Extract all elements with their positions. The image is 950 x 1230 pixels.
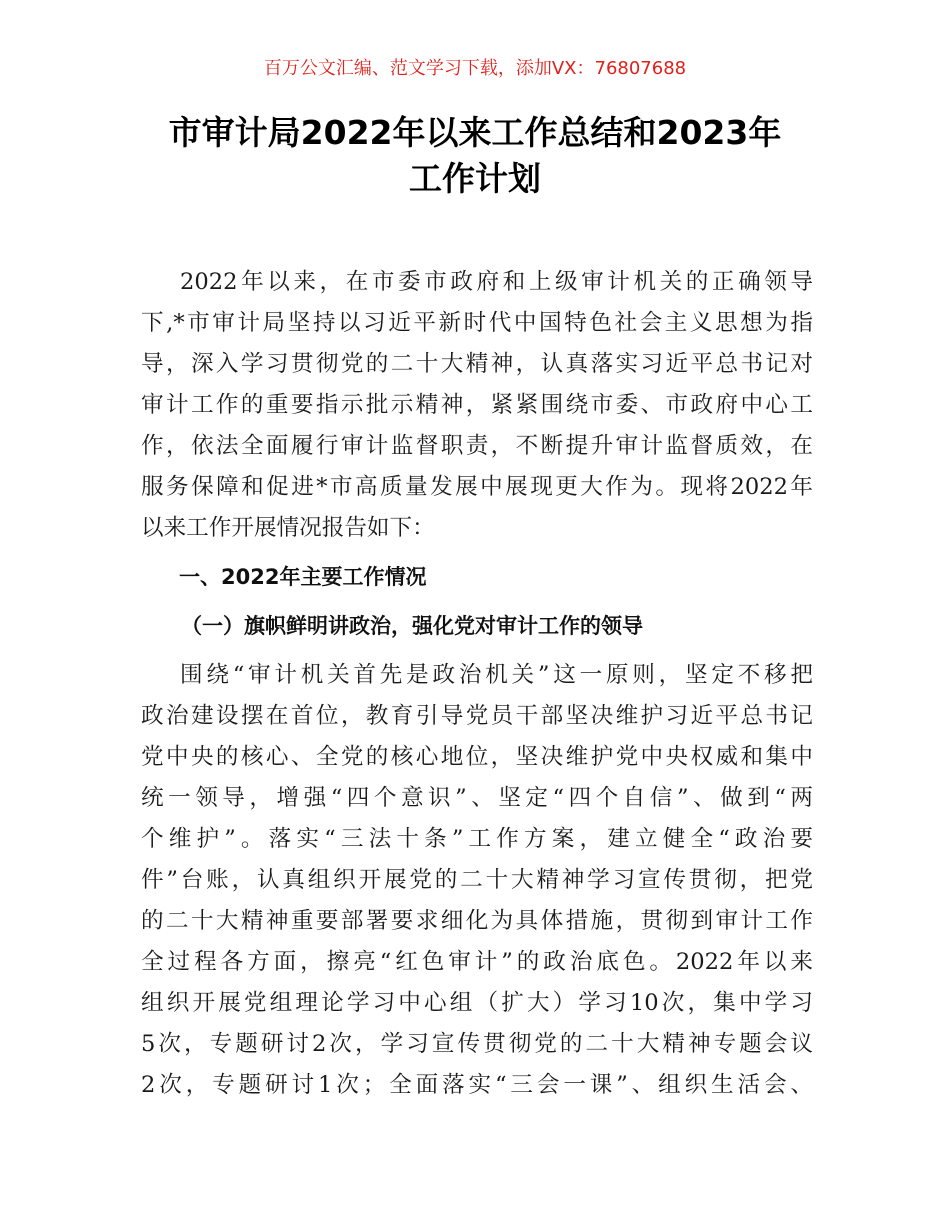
paragraph-line: 的二十大精神重要部署要求细化为具体措施，贯彻到审计工作 — [141, 908, 813, 934]
paragraph-line: 组织开展党组理论学习中心组（扩大）学习10次，集中学习 — [141, 990, 813, 1016]
paragraph-line: 政治建设摆在首位，教育引导党员干部坚决维护习近平总书记 — [141, 703, 813, 729]
paragraph-line: 围绕“审计机关首先是政治机关”这一原则，坚定不移把 — [180, 662, 813, 688]
paragraph-line: 统一领导，增强“四个意识”、坚定“四个自信”、做到“两 — [141, 785, 813, 811]
document-title-line-1: 市审计局2022年以来工作总结和2023年 — [168, 113, 782, 152]
paragraph-line: 服务保障和促进*市高质量发展中展现更大作为。现将2022年 — [141, 474, 813, 500]
subsection-heading: （一）旗帜鲜明讲政治，强化党对审计工作的领导 — [181, 614, 643, 638]
watermark-banner: 百万公文汇编、范文学习下载，添加VX：76807688 — [263, 58, 687, 79]
paragraph-line: 导，深入学习贯彻党的二十大精神，认真落实习近平总书记对 — [141, 351, 813, 377]
body-paragraph — [141, 655, 813, 1106]
paragraph-line: 审计工作的重要指示批示精神，紧紧围绕市委、市政府中心工 — [141, 392, 813, 418]
paragraph-line: 件”台账，认真组织开展党的二十大精神学习宣传贯彻，把党 — [141, 867, 813, 893]
paragraph-line: 个维护”。落实“三法十条”工作方案，建立健全“政治要 — [141, 826, 813, 852]
paragraph-line: 作，依法全面履行审计监督职责，不断提升审计监督质效，在 — [141, 433, 813, 459]
document-body — [141, 262, 813, 1106]
paragraph-line: 党中央的核心、全党的核心地位，坚决维护党中央权威和集中 — [141, 744, 813, 770]
paragraph-line: 全过程各方面，擦亮“红色审计”的政治底色。2022年以来 — [141, 949, 813, 975]
paragraph-line: 下,*市审计局坚持以习近平新时代中国特色社会主义思想为指 — [141, 310, 813, 336]
intro-paragraph — [141, 262, 813, 549]
paragraph-line: 2次，专题研讨1次；全面落实“三会一课”、组织生活会、 — [141, 1072, 813, 1098]
paragraph-line: 2022年以来，在市委市政府和上级审计机关的正确领导 — [180, 269, 813, 295]
section-heading: 一、2022年主要工作情况 — [179, 565, 427, 589]
paragraph-line: 以来工作开展情况报告如下： — [141, 515, 435, 541]
document-title-line-2: 工作计划 — [409, 159, 541, 198]
document-title — [60, 110, 890, 202]
paragraph-line: 5次，专题研讨2次，学习宣传贯彻党的二十大精神专题会议 — [141, 1031, 813, 1057]
